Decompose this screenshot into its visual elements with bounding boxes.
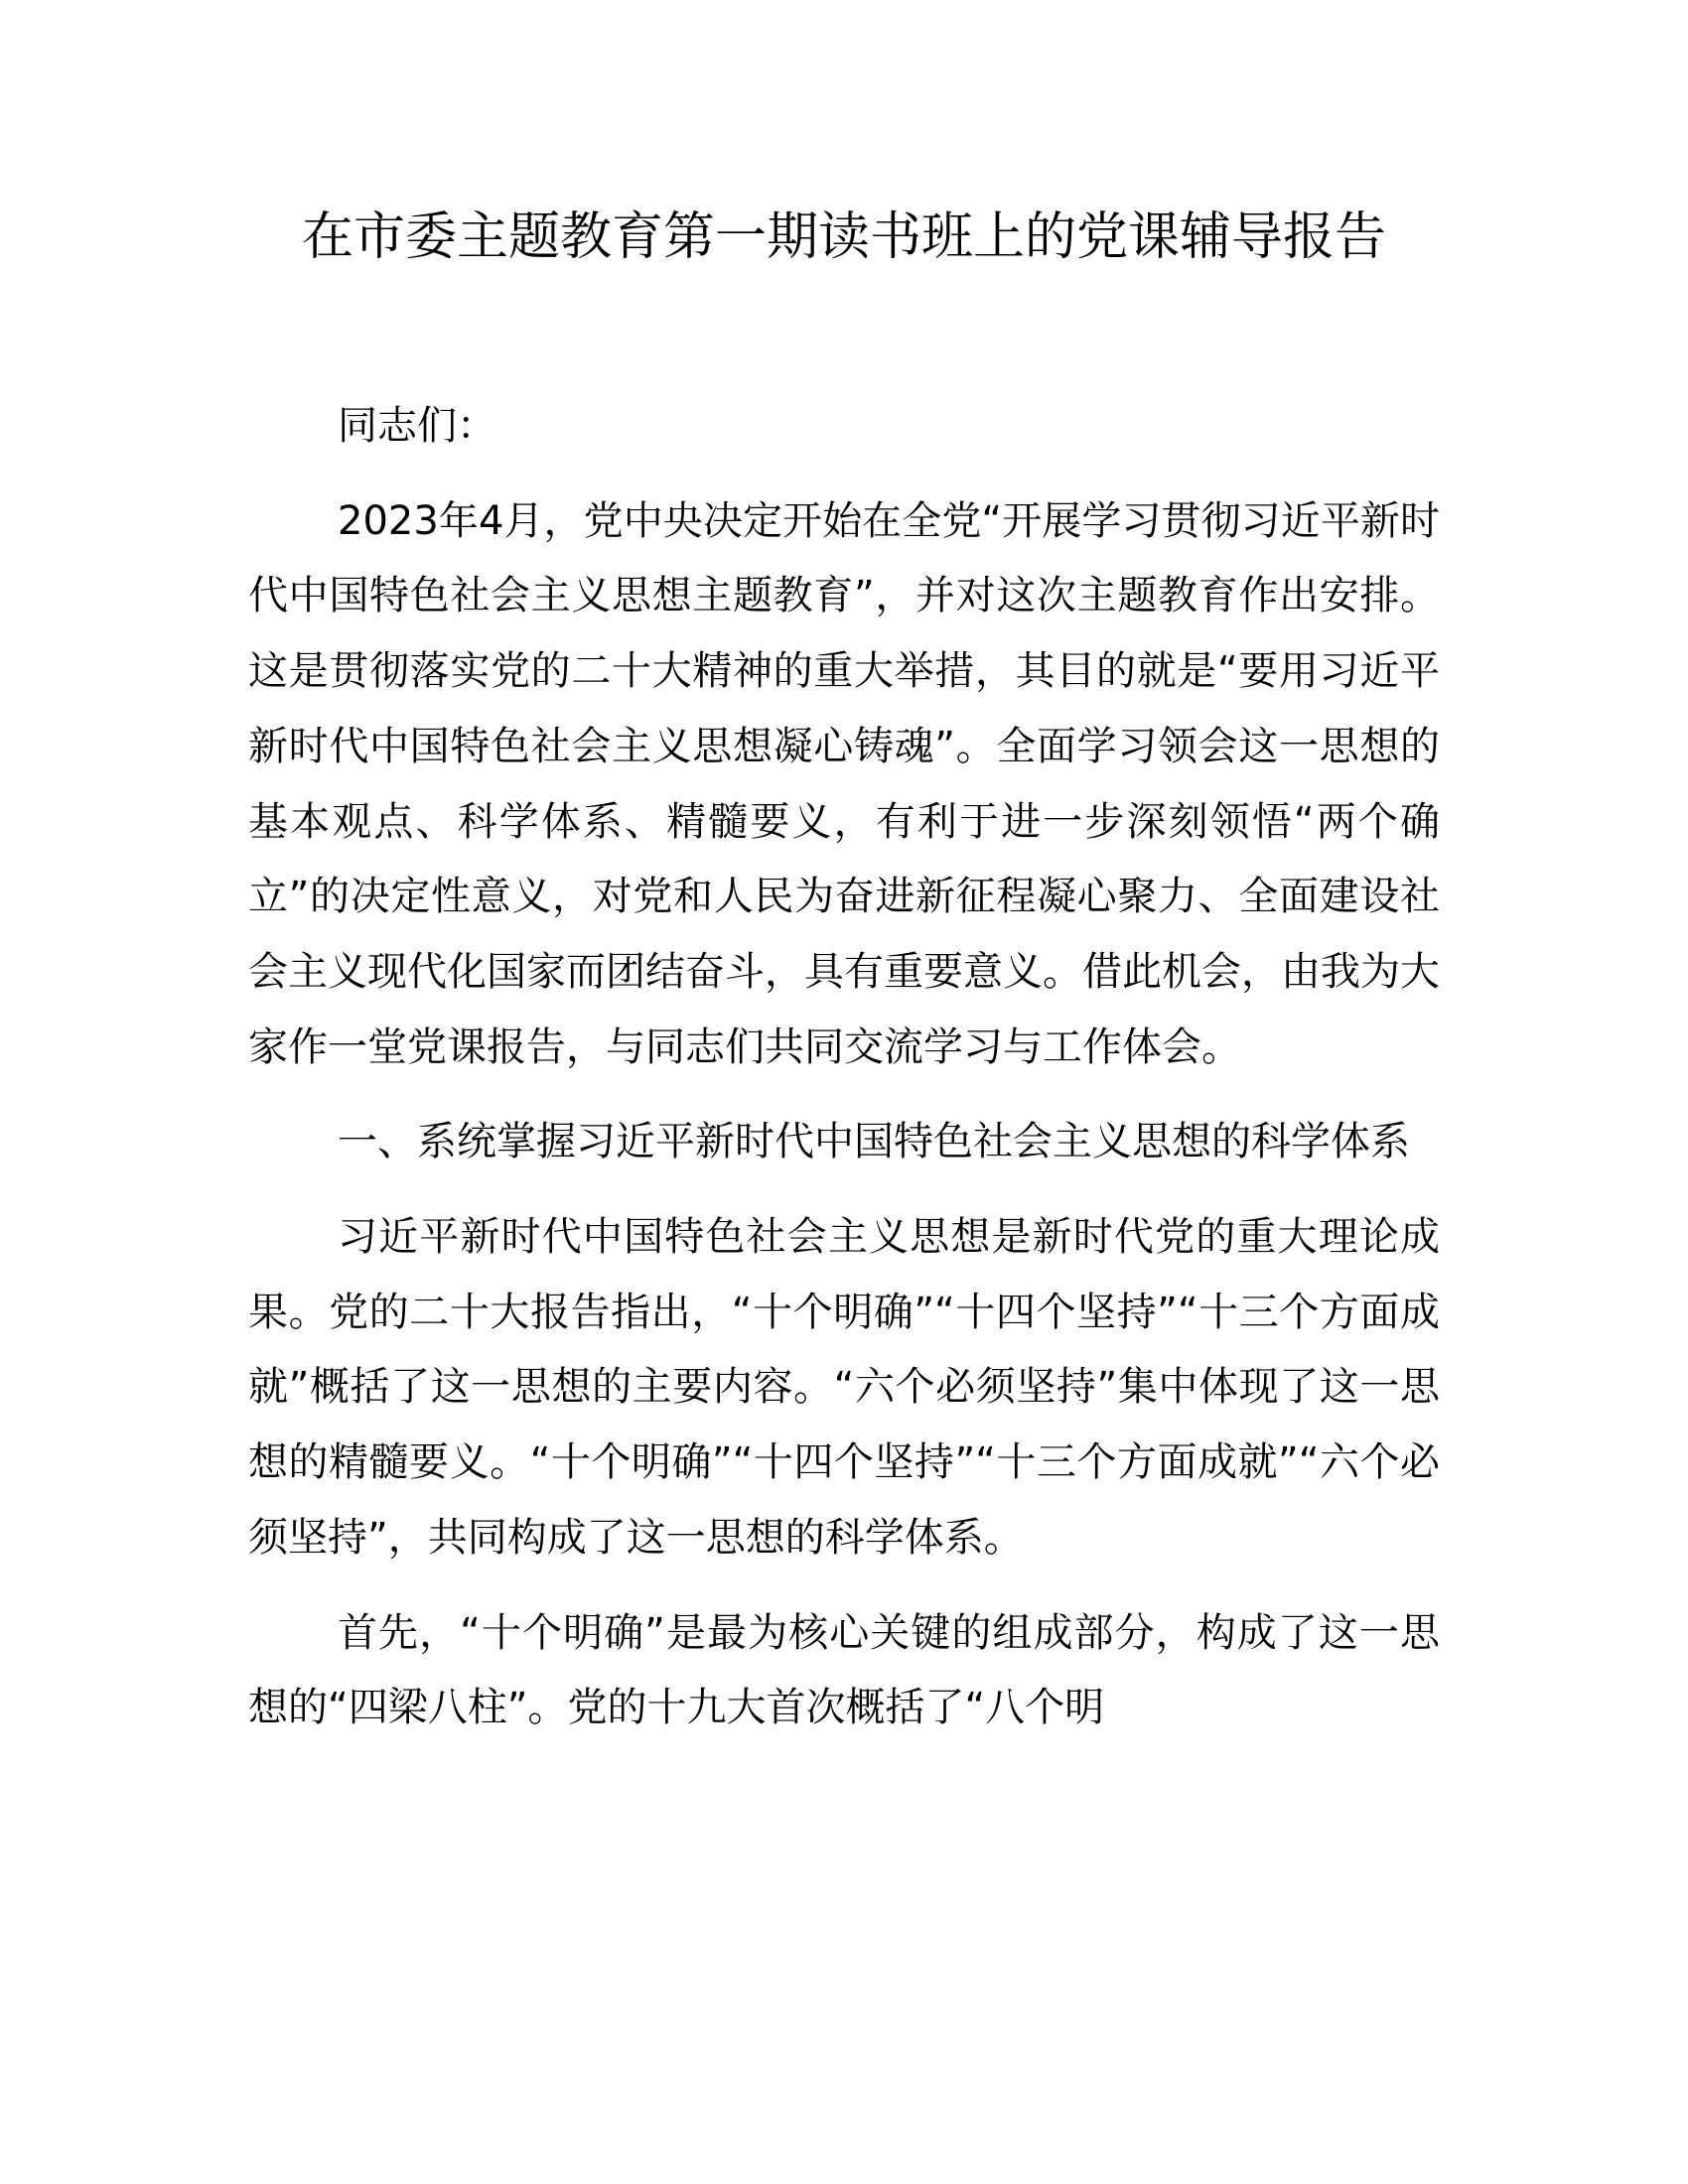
section-heading-1: 一、系统掌握习近平新时代中国特色社会主义思想的科学体系 <box>338 1119 1410 1165</box>
document-title: 在市委主题教育第一期读书班上的党课辅导报告 <box>301 207 1386 267</box>
body-paragraph: 首先，“十个明确”是最为核心关键的组成部分，构成了这一思想的“四梁八柱”。党的十九大首次概括了“八个明 <box>248 1609 1440 1731</box>
document-body <box>248 389 1440 1766</box>
intro-paragraph: 2023年4月，党中央决定开始在全党“开展学习贯彻习近平新时代中国特色社会主义思想主题教育”，并对这次主题教育作出安排。这是贯彻落实党的二十大精神的重大举措，其目的就是“要用习近平新时代中国特色社会主义思想凝心铸魂”。全面学习领会这一思想的基本观点、科学体系、精髓要义，有利于进一步深刻领悟“两个确立”的决定性意义，对党和人民为奋进新征程凝心聚力、全面建设社会主义现代化国家而团结奋斗，具有重要意义。借此机会，由我为大家作一堂党课报告，与同志们共同交流学习与工作体会。 <box>248 497 1440 1070</box>
body-paragraph: 习近平新时代中国特色社会主义思想是新时代党的重大理论成果。党的二十大报告指出，“十个明确”“十四个坚持”“十三个方面成就”概括了这一思想的主要内容。“六个必须坚持”集中体现了这一思想的精髓要义。“十个明确”“十四个坚持”“十三个方面成就”“六个必须坚持”，共同构成了这一思想的科学体系。 <box>248 1214 1440 1561</box>
salutation-paragraph: 同志们： <box>338 403 496 449</box>
